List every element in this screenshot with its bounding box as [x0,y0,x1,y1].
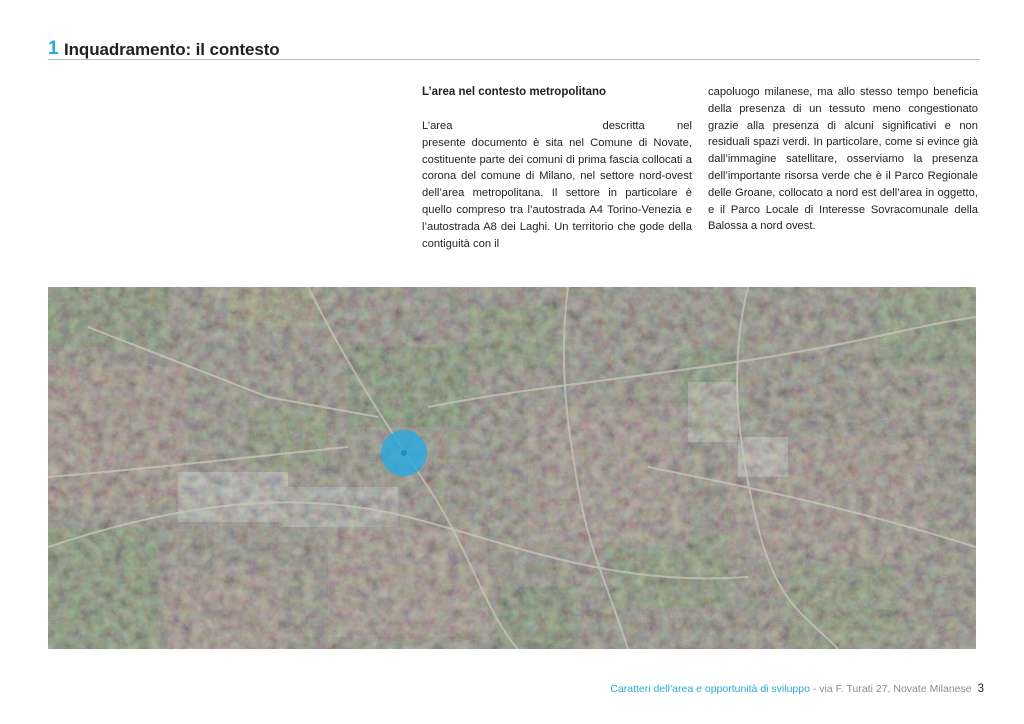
text-column-left [422,84,692,252]
satellite-map [48,287,976,649]
page-number: 3 [977,683,984,695]
satellite-image [48,287,976,649]
article-paragraph-left [422,118,692,252]
section-header [48,38,980,60]
paragraph-start: L’area [422,120,453,132]
section-title: Inquadramento: il contesto [64,40,280,59]
section-number: 1 [48,38,59,59]
footer-address: - via F. Turati 27, Novate Milanese [809,683,972,695]
text-column-right [708,84,978,235]
article-heading: L’area nel contesto metropolitano [422,86,607,98]
area-marker [380,429,428,477]
article-paragraph-right: capoluogo milanese, ma allo stesso tempo beneficia della presenza di un tessuto meno congestionato grazie alla presenza di alcuni significativi e non residuali spazi verdi. In particolare, come si evince già dall’immagine satellitare, osserviamo la presenza dell’importante risorsa verde che è il Parco Regionale delle Groane, collocato a nord est dell’area in oggetto, e il Parco Locale di Interesse Sovracomunale della Balossa a nord ovest. [708,86,978,233]
header-divider [48,59,980,60]
page-footer [610,683,984,695]
paragraph-rest: descritta nel presente documento è sita nel Comune di Novate, costituente parte dei comuni di prima fascia collocati a corona del comune di Milano, nel settore nord-ovest dell’area metropolitana. Il settore in particolare è quello compreso tra l’autostrada A4 Torino-Venezia e l’autostrada A8 dei Laghi. Un territorio che gode della contiguità con il [422,120,692,250]
footer-title: Caratteri dell’area e opportunità di sviluppo [610,683,810,695]
